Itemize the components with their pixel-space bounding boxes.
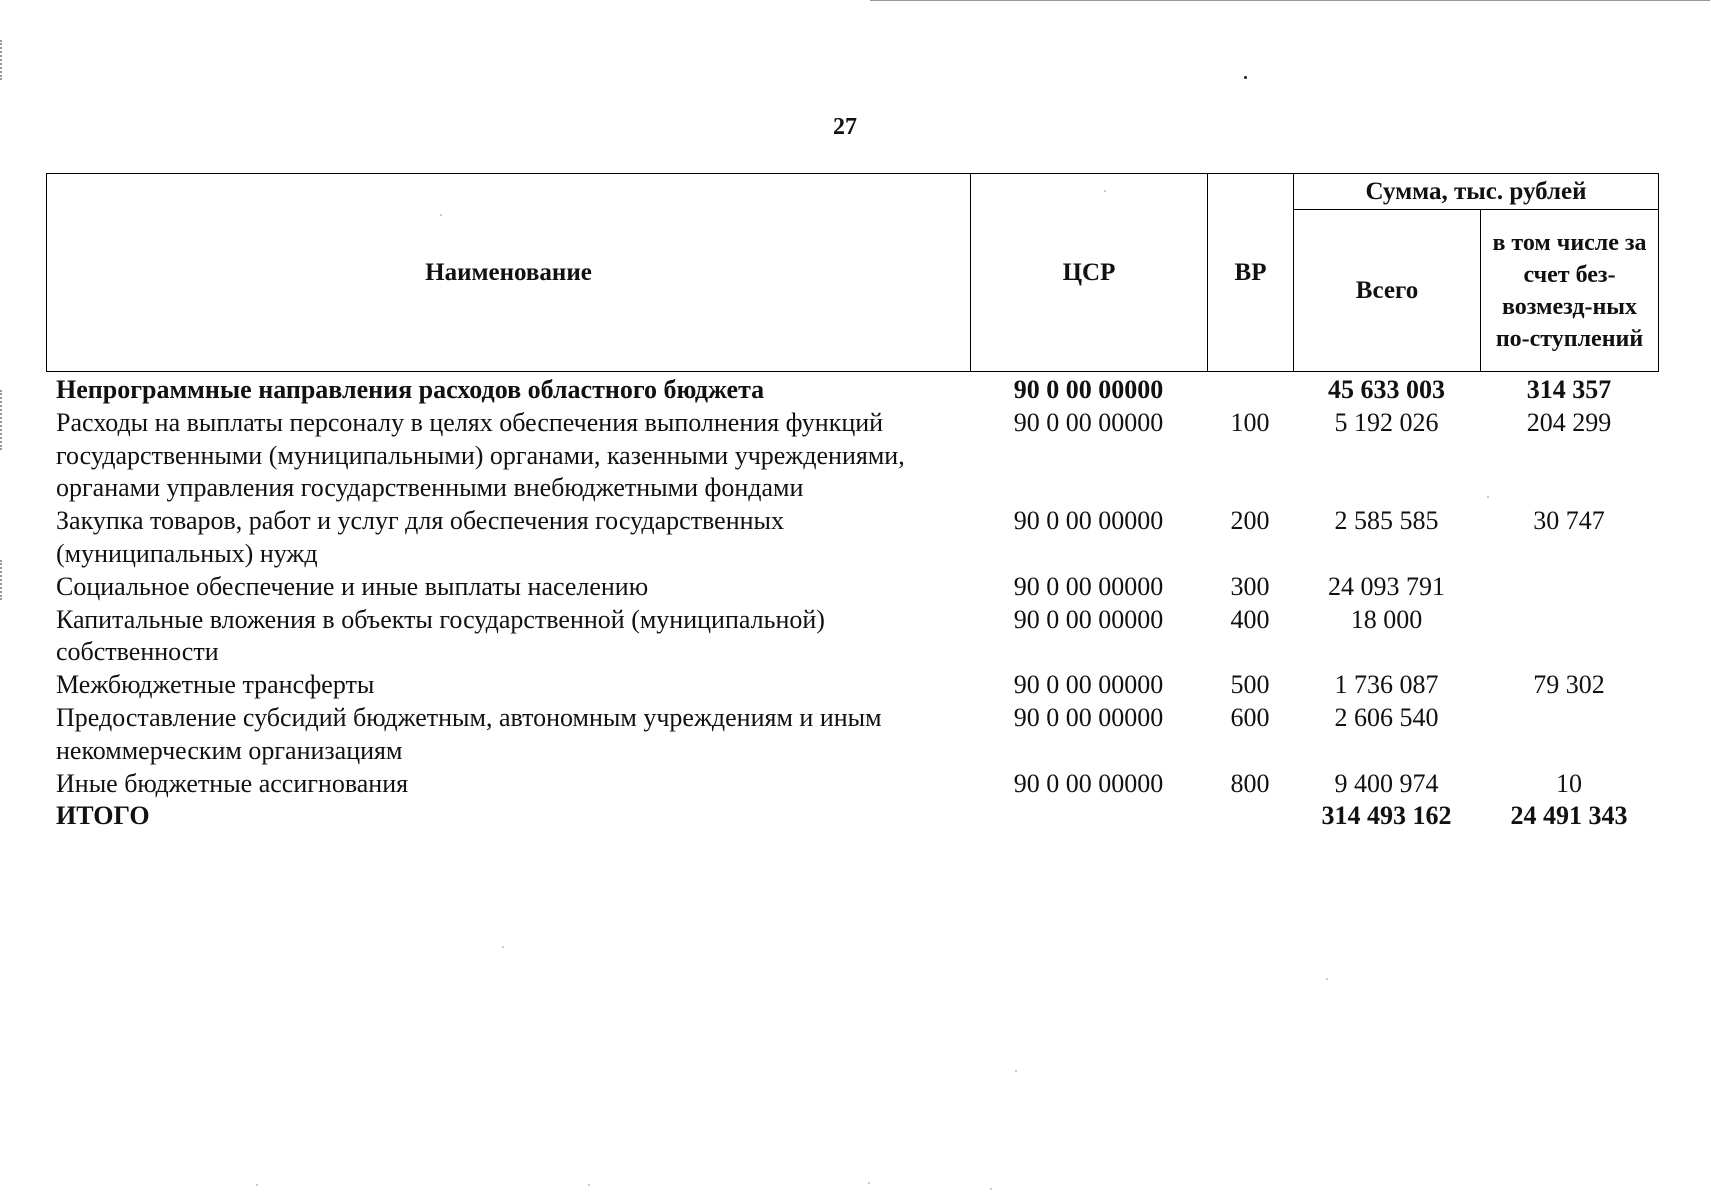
row-total: 314 493 162 <box>1321 801 1452 831</box>
row-name: ИТОГО <box>56 801 150 831</box>
scan-speck <box>868 1182 870 1184</box>
row-total: 9 400 974 <box>1334 768 1439 798</box>
row-vr: 200 <box>1230 506 1270 536</box>
row-csr <box>970 800 1207 833</box>
scan-edge-noise <box>0 560 8 600</box>
row-total: 2 606 540 <box>1334 702 1439 732</box>
row-grant: 204 299 <box>1526 407 1612 437</box>
row-name: Капитальные вложения в объекты государственной (муниципальной) собственности <box>56 604 825 667</box>
row-vr: 600 <box>1230 702 1270 732</box>
table-body <box>46 374 1658 833</box>
row-total: 5 192 026 <box>1334 407 1439 437</box>
page-number: 27 <box>833 114 857 140</box>
scan-edge-noise <box>0 390 8 450</box>
row-total: 45 633 003 <box>1328 375 1445 404</box>
row-total: 1 736 087 <box>1334 670 1439 700</box>
table-header <box>46 173 1659 372</box>
table-row <box>46 604 1658 670</box>
row-grant: 30 747 <box>1533 506 1605 536</box>
row-grant: 79 302 <box>1533 670 1605 700</box>
row-name: Межбюджетные трансферты <box>56 670 375 700</box>
row-csr: 90 0 00 00000 <box>1013 375 1164 404</box>
row-vr: 400 <box>1230 604 1270 634</box>
scan-speck <box>502 946 504 948</box>
table-row <box>46 407 1658 505</box>
row-name: Иные бюджетные ассигнования <box>56 768 409 798</box>
table-row <box>46 669 1658 702</box>
row-csr: 90 0 00 00000 <box>1013 604 1164 634</box>
row-grant <box>1480 604 1658 670</box>
row-name: Закупка товаров, работ и услуг для обеспечения государственных (муниципальных) нужд <box>56 506 785 568</box>
row-vr <box>1207 374 1293 407</box>
row-grant: 10 <box>1556 768 1582 798</box>
row-name: Расходы на выплаты персоналу в целях обеспечения выполнения функций государственными (муниципальными) органами, казенными учреждениями, органами управления государственными внебюджетными фондами <box>56 407 905 503</box>
row-vr: 300 <box>1230 571 1270 601</box>
row-vr: 100 <box>1230 407 1270 437</box>
row-grant <box>1480 702 1658 768</box>
row-csr: 90 0 00 00000 <box>1013 702 1164 732</box>
row-csr: 90 0 00 00000 <box>1013 571 1164 601</box>
scan-edge-noise <box>0 40 8 80</box>
header-csr: ЦСР <box>971 174 1208 372</box>
row-total: 24 093 791 <box>1328 571 1445 601</box>
table-row-total <box>46 800 1658 833</box>
row-grant: 24 491 343 <box>1510 801 1628 831</box>
header-sum-title: Сумма, тыс. рублей <box>1294 174 1659 210</box>
header-vr: ВР <box>1208 174 1294 372</box>
scan-speck <box>256 1184 258 1186</box>
row-csr: 90 0 00 00000 <box>1013 670 1164 700</box>
scan-speck <box>1326 978 1328 980</box>
header-total: Всего <box>1294 210 1481 372</box>
row-grant: 314 357 <box>1526 375 1612 404</box>
header-name: Наименование <box>47 174 971 372</box>
row-name: Социальное обеспечение и иные выплаты населению <box>56 571 649 601</box>
scan-speck <box>990 1188 992 1190</box>
row-vr <box>1207 800 1293 833</box>
row-csr: 90 0 00 00000 <box>1013 506 1164 536</box>
table-row <box>46 374 1658 407</box>
row-vr: 800 <box>1230 768 1270 798</box>
row-csr: 90 0 00 00000 <box>1013 407 1164 437</box>
scan-speck <box>588 1184 590 1186</box>
scan-speck <box>1015 1070 1017 1072</box>
scan-speck <box>1244 76 1247 79</box>
row-grant <box>1480 571 1658 604</box>
table-row <box>46 505 1658 571</box>
row-total: 2 585 585 <box>1334 506 1439 536</box>
row-name: Непрограммные направления расходов областного бюджета <box>56 375 765 404</box>
row-total: 18 000 <box>1350 604 1423 634</box>
row-name: Предоставление субсидий бюджетным, автономным учреждениям и иным некоммерческим организациям <box>56 702 882 765</box>
scan-top-rule <box>870 0 1710 1</box>
row-csr: 90 0 00 00000 <box>1013 768 1164 798</box>
row-vr: 500 <box>1230 670 1270 700</box>
table-row <box>46 768 1658 801</box>
table-row <box>46 571 1658 604</box>
header-grant-note: в том числе за счет без-возмезд-ных по-ступлений <box>1481 210 1659 372</box>
table-row <box>46 702 1658 768</box>
